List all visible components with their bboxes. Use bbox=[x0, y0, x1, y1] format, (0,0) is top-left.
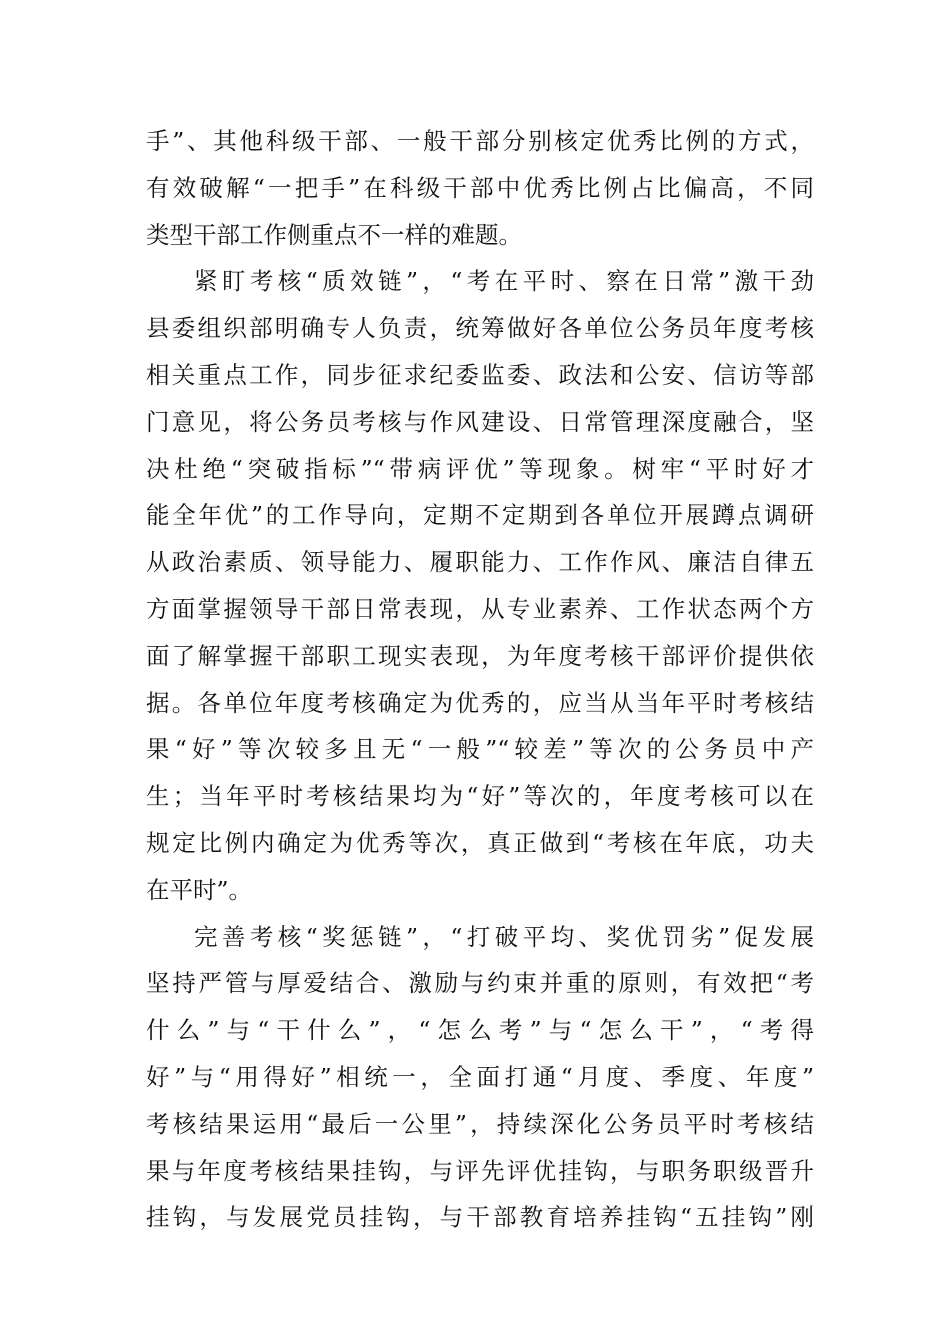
text-line: 生；当年平时考核结果均为“好”等次的，年度考核可以在 bbox=[146, 782, 814, 811]
text-line: 什么”与“干什么”，“怎么考”与“怎么干”，“考得 bbox=[146, 1016, 814, 1045]
text-line: 考核结果运用“最后一公里”，持续深化公务员平时考核结 bbox=[146, 1109, 814, 1138]
text-line: 规定比例内确定为优秀等次，真正做到“考核在年底，功夫 bbox=[146, 828, 814, 857]
text-line: 据。各单位年度考核确定为优秀的，应当从当年平时考核结 bbox=[146, 688, 814, 717]
text-line: 果与年度考核结果挂钩，与评先评优挂钩，与职务职级晋升 bbox=[146, 1156, 814, 1185]
document-body bbox=[146, 118, 814, 1241]
text-line: 县委组织部明确专人负责，统筹做好各单位公务员年度考核 bbox=[146, 314, 814, 343]
text-line: 相关重点工作，同步征求纪委监委、政法和公安、信访等部 bbox=[146, 360, 814, 389]
text-line: 决杜绝“突破指标”“带病评优”等现象。树牢“平时好才 bbox=[146, 454, 814, 483]
paragraph-heading-line: 紧盯考核“质效链”，“考在平时、察在日常”激干劲 bbox=[194, 267, 814, 296]
text-line: 挂钩，与发展党员挂钩，与干部教育培养挂钩“五挂钩”刚 bbox=[146, 1203, 814, 1232]
text-line: 手”、其他科级干部、一般干部分别核定优秀比例的方式， bbox=[146, 127, 814, 155]
text-line: 有效破解“一把手”在科级干部中优秀比例占比偏高，不同 bbox=[146, 173, 814, 202]
text-line: 在平时”。 bbox=[146, 875, 253, 904]
text-line: 能全年优”的工作导向，定期不定期到各单位开展蹲点调研 bbox=[146, 501, 814, 530]
text-line: 类型干部工作侧重点不一样的难题。 bbox=[146, 220, 522, 249]
text-line: 门意见，将公务员考核与作风建设、日常管理深度融合，坚 bbox=[146, 407, 814, 436]
text-line: 好”与“用得好”相统一，全面打通“月度、季度、年度” bbox=[146, 1062, 814, 1091]
text-line: 从政治素质、领导能力、履职能力、工作作风、廉洁自律五 bbox=[146, 548, 814, 577]
text-line: 果“好”等次较多且无“一般”“较差”等次的公务员中产 bbox=[146, 735, 814, 764]
text-line: 面了解掌握干部职工现实表现，为年度考核干部评价提供依 bbox=[146, 641, 814, 670]
paragraph-heading-line: 完善考核“奖惩链”，“打破平均、奖优罚劣”促发展 bbox=[194, 922, 814, 951]
text-line: 方面掌握领导干部日常表现，从专业素养、工作状态两个方 bbox=[146, 594, 814, 623]
text-line: 坚持严管与厚爱结合、激励与约束并重的原则，有效把“考 bbox=[146, 969, 814, 998]
